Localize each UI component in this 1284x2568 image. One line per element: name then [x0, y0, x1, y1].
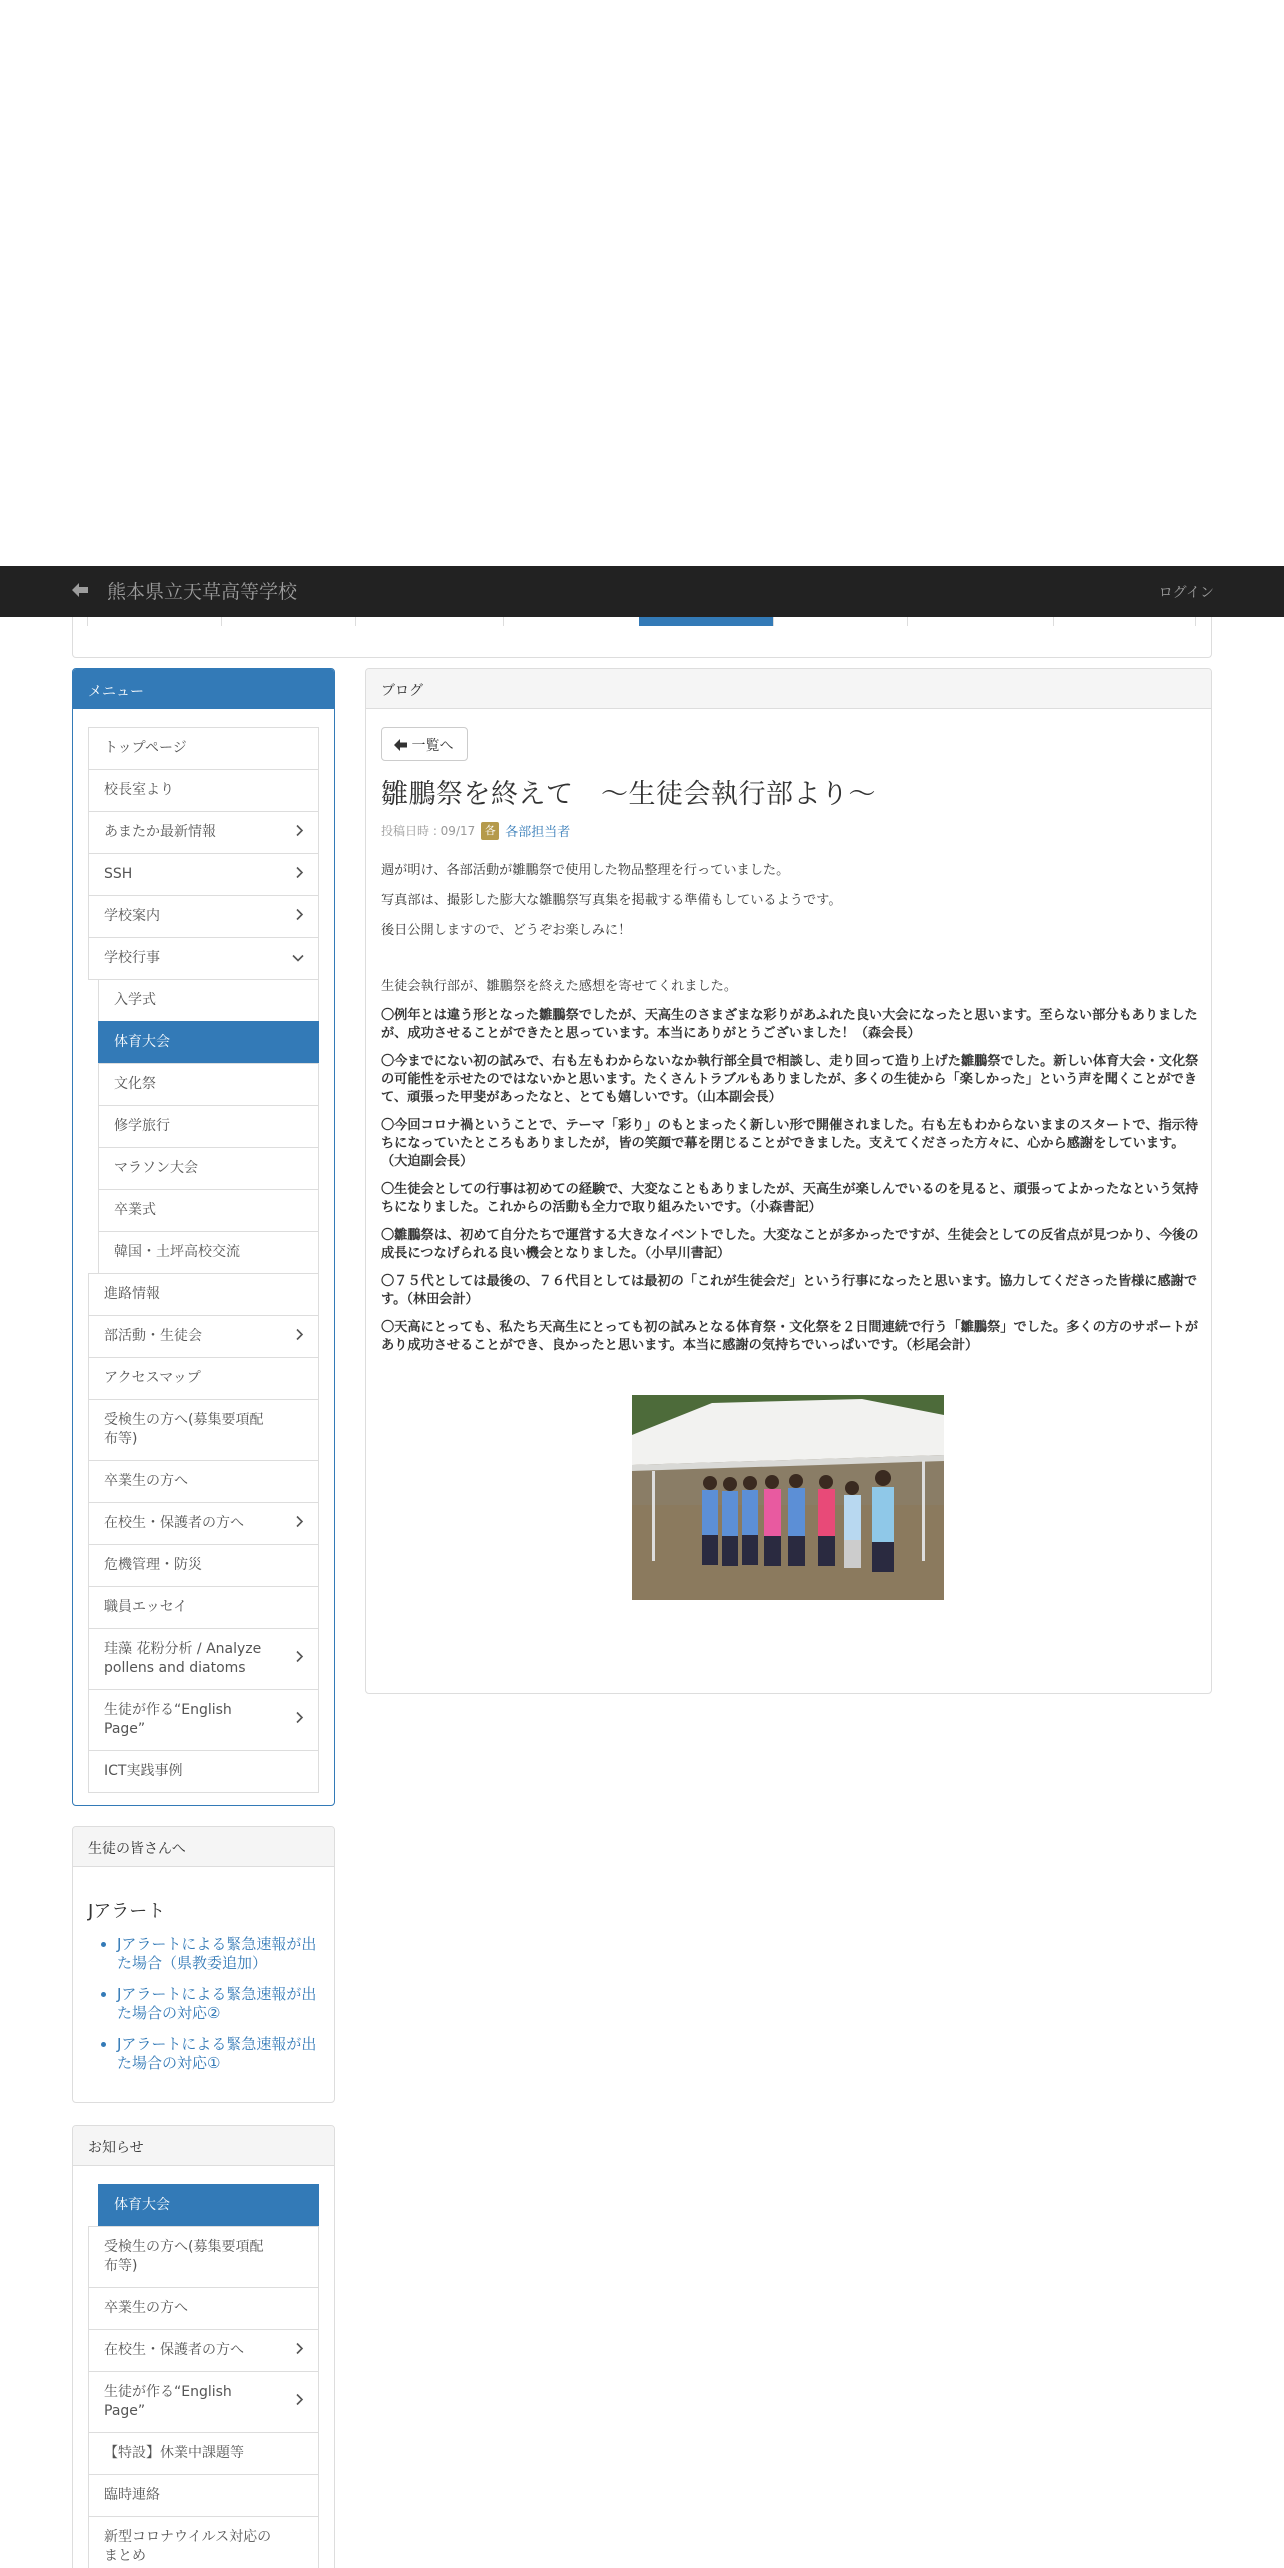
news-item[interactable] [88, 2432, 319, 2475]
menu-item-label: 文化祭 [114, 1076, 156, 1092]
menu-item[interactable] [88, 1750, 319, 1793]
menu-item-label: 韓国・土坪高校交流 [114, 1244, 240, 1260]
post-paragraph: 後日公開しますので、どうぞお楽しみに！ [381, 923, 632, 938]
news-item[interactable] [88, 2516, 319, 2568]
post-paragraph: 写真部は、撮影した膨大な雛鵬祭写真集を掲載する準備もしているようです。 [381, 893, 842, 908]
jalert-link[interactable]: • Jアラートによる緊急速報が出た場合（県教委追加） [117, 1935, 322, 1973]
menu-item[interactable] [98, 1105, 319, 1148]
news-item[interactable] [88, 2474, 319, 2517]
menu-item[interactable] [88, 1315, 319, 1358]
students-panel [72, 1826, 335, 2103]
chevron-down-icon[interactable] [292, 949, 304, 968]
menu-item[interactable] [88, 769, 319, 812]
menu-item[interactable] [98, 979, 319, 1022]
chevron-right-icon[interactable] [296, 2341, 304, 2360]
jalert-link[interactable]: • Jアラートによる緊急速報が出た場合の対応② [117, 1985, 322, 2023]
chevron-right-icon[interactable] [296, 1650, 304, 1669]
menu-item[interactable] [88, 1399, 319, 1461]
menu-item-label: 生徒が作る“English Page” [104, 1702, 232, 1737]
news-item[interactable] [88, 2226, 319, 2288]
chevron-right-icon[interactable] [296, 865, 304, 884]
menu-item-label: SSH [104, 866, 133, 882]
news-item-label: 受検生の方へ(募集要項配布等) [104, 2239, 264, 2274]
menu-item-label: 受検生の方へ(募集要項配布等) [104, 1412, 264, 1447]
menu-item-label: 体育大会 [114, 1034, 170, 1050]
chevron-right-icon[interactable] [296, 2393, 304, 2412]
students-panel-heading: 生徒の皆さんへ [73, 1827, 334, 1867]
posted-date: 投稿日時 : 09/17 [381, 824, 476, 838]
chevron-right-icon[interactable] [296, 907, 304, 926]
blog-panel-heading: ブログ [366, 669, 1211, 709]
post-comment: 〇例年とは違う形となった雛鵬祭でしたが、天高生のさまざまな彩りがあふれた良い大会になったと思います。至らない部分もありましたが、成功させることができたと思っています。本当にありがとうございました！（森会長） [381, 1008, 1198, 1041]
menu-item-label: 部活動・生徒会 [104, 1328, 202, 1344]
back-to-list-button[interactable] [381, 727, 468, 761]
post-comment: 〇今回コロナ禍ということで、テーマ「彩り」のもとまったく新しい形で開催されました。右も左もわからないままのスタートで、指示待ちになっていたところもありましたが，皆の笑顔で幕を閉じることができました。支えてくださった方々に、心から感謝をしています。（大迫副会長） [381, 1118, 1199, 1169]
news-item-label: 新型コロナウイルス対応のまとめ [104, 2529, 272, 2564]
chevron-right-icon[interactable] [296, 1327, 304, 1346]
post-body [381, 861, 1199, 1365]
menu-item-label: 学校案内 [104, 908, 160, 924]
menu-panel [72, 668, 335, 1806]
menu-item-label: 学校行事 [104, 950, 160, 966]
login-link[interactable]: ログイン [1158, 585, 1214, 601]
news-panel [72, 2125, 335, 2568]
menu-item[interactable] [98, 1063, 319, 1106]
news-item[interactable] [98, 2184, 319, 2227]
news-item-label: 在校生・保護者の方へ [104, 2342, 244, 2358]
news-item-label: 臨時連絡 [104, 2487, 160, 2503]
news-item-label: 体育大会 [114, 2197, 170, 2213]
news-item[interactable] [88, 2371, 319, 2433]
menu-item[interactable] [88, 1544, 319, 1587]
post-comment: 〇生徒会としての行事は初めての経験で、大変なこともありましたが、天高生が楽しんでいるのを見ると、頑張ってよかったなという気持ちになりました。これからの活動も全力で取り組みたいです。（小森書記） [381, 1182, 1199, 1215]
menu-item[interactable] [88, 1460, 319, 1503]
menu-item-label: ICT実践事例 [104, 1763, 183, 1779]
menu-item-label: マラソン大会 [114, 1160, 198, 1176]
news-item-label: 生徒が作る“English Page” [104, 2384, 232, 2419]
menu-item-label: 卒業生の方へ [104, 1473, 188, 1489]
menu-item[interactable] [88, 1502, 319, 1545]
menu-item[interactable] [88, 811, 319, 854]
chevron-right-icon[interactable] [296, 1711, 304, 1730]
site-title[interactable]: 熊本県立天草高等学校 [107, 581, 298, 603]
chevron-right-icon[interactable] [296, 823, 304, 842]
event-photo [632, 1395, 944, 1600]
news-list [88, 2184, 319, 2568]
menu-item[interactable] [98, 1189, 319, 1232]
arrow-left-icon[interactable] [70, 580, 92, 602]
menu-item[interactable] [88, 1689, 319, 1751]
news-item[interactable] [88, 2287, 319, 2330]
news-item[interactable] [88, 2329, 319, 2372]
menu-item[interactable] [88, 1357, 319, 1400]
news-item-label: 【特設】休業中課題等 [104, 2445, 244, 2461]
menu-item-label: 危機管理・防災 [104, 1557, 202, 1573]
post-comment: 〇天高にとっても、私たち天高生にとっても初の試みとなる体育祭・文化祭を２日間連続で行う「雛鵬祭」でした。多くの方のサポートがあり成功させることができ、良かったと思います。本当に感謝の気持ちでいっぱいです。（杉尾会計） [381, 1320, 1199, 1353]
menu-item[interactable] [88, 1628, 319, 1690]
menu-item[interactable] [88, 727, 319, 770]
menu-item-label: 校長室より [104, 782, 174, 798]
post-comment: 〇今までにない初の試みで、右も左もわからないなか執行部全員で相談し、走り回って造り上げた雛鵬祭でした。新しい体育大会・文化祭の可能性を示せたのではないかと思います。たくさんトラブルもありましたが、多くの生徒から「楽しかった」という声を聞くことができて、頑張った甲斐があったなと、とても嬉しいです。（山本副会長） [381, 1054, 1199, 1105]
author-link[interactable]: 各部担当者 [505, 825, 571, 840]
author-badge-icon: 各 [481, 822, 499, 840]
menu-item[interactable] [88, 853, 319, 896]
menu-heading: メニュー [73, 669, 334, 709]
post-comment: 〇雛鵬祭は、初めて自分たちで運営する大きなイベントでした。大変なことが多かったですが、生徒会としての反省点が見つかり、今後の成長につなげられる良い機会となりました。（小早川書記） [381, 1228, 1199, 1261]
jalert-link[interactable]: • Jアラートによる緊急速報が出た場合の対応① [117, 2035, 322, 2073]
news-panel-heading: お知らせ [73, 2126, 334, 2166]
post-comment: 〇７５代としては最後の、７６代目としては最初の「これが生徒会だ」という行事になったと思います。協力してくださった皆様に感謝です。（林田会計） [381, 1274, 1198, 1307]
menu-list [88, 727, 319, 1792]
menu-item-label: あまたか最新情報 [104, 824, 216, 840]
menu-item-label: 珪藻 花粉分析 / Analyze pollens and diatoms [104, 1641, 262, 1676]
menu-item[interactable] [88, 937, 319, 980]
menu-item-label: 卒業式 [114, 1202, 156, 1218]
menu-item[interactable] [98, 1147, 319, 1190]
back-to-list-label: 一覧へ [411, 738, 454, 754]
menu-item-label: 進路情報 [104, 1286, 160, 1302]
chevron-right-icon[interactable] [296, 1514, 304, 1533]
menu-item-label: 在校生・保護者の方へ [104, 1515, 244, 1531]
menu-item[interactable] [98, 1231, 319, 1274]
news-item-label: 卒業生の方へ [104, 2300, 188, 2316]
menu-item-label: 修学旅行 [114, 1118, 170, 1134]
menu-item[interactable] [98, 1021, 319, 1064]
top-navbar [0, 566, 1284, 617]
menu-item[interactable] [88, 895, 319, 938]
menu-item[interactable] [88, 1586, 319, 1629]
blog-panel [365, 668, 1212, 1694]
menu-item-label: トップページ [104, 740, 187, 756]
arrow-left-icon [394, 738, 411, 754]
jalert-heading: Jアラート [88, 1901, 166, 1922]
tab-active-indicator[interactable] [639, 616, 773, 626]
menu-item-label: 入学式 [114, 992, 156, 1008]
menu-item-label: アクセスマップ [104, 1370, 201, 1386]
menu-item-label: 職員エッセイ [104, 1599, 188, 1615]
jalert-link-list [117, 1935, 322, 2073]
menu-item[interactable] [88, 1273, 319, 1316]
post-paragraph: 週が明け、各部活動が雛鵬祭で使用した物品整理を行っていました。 [381, 863, 790, 878]
post-meta [381, 821, 570, 840]
post-title: 雛鵬祭を終えて ～生徒会執行部より～ [381, 779, 876, 810]
post-intro: 生徒会執行部が、雛鵬祭を終えた感想を寄せてくれました。 [381, 979, 738, 994]
